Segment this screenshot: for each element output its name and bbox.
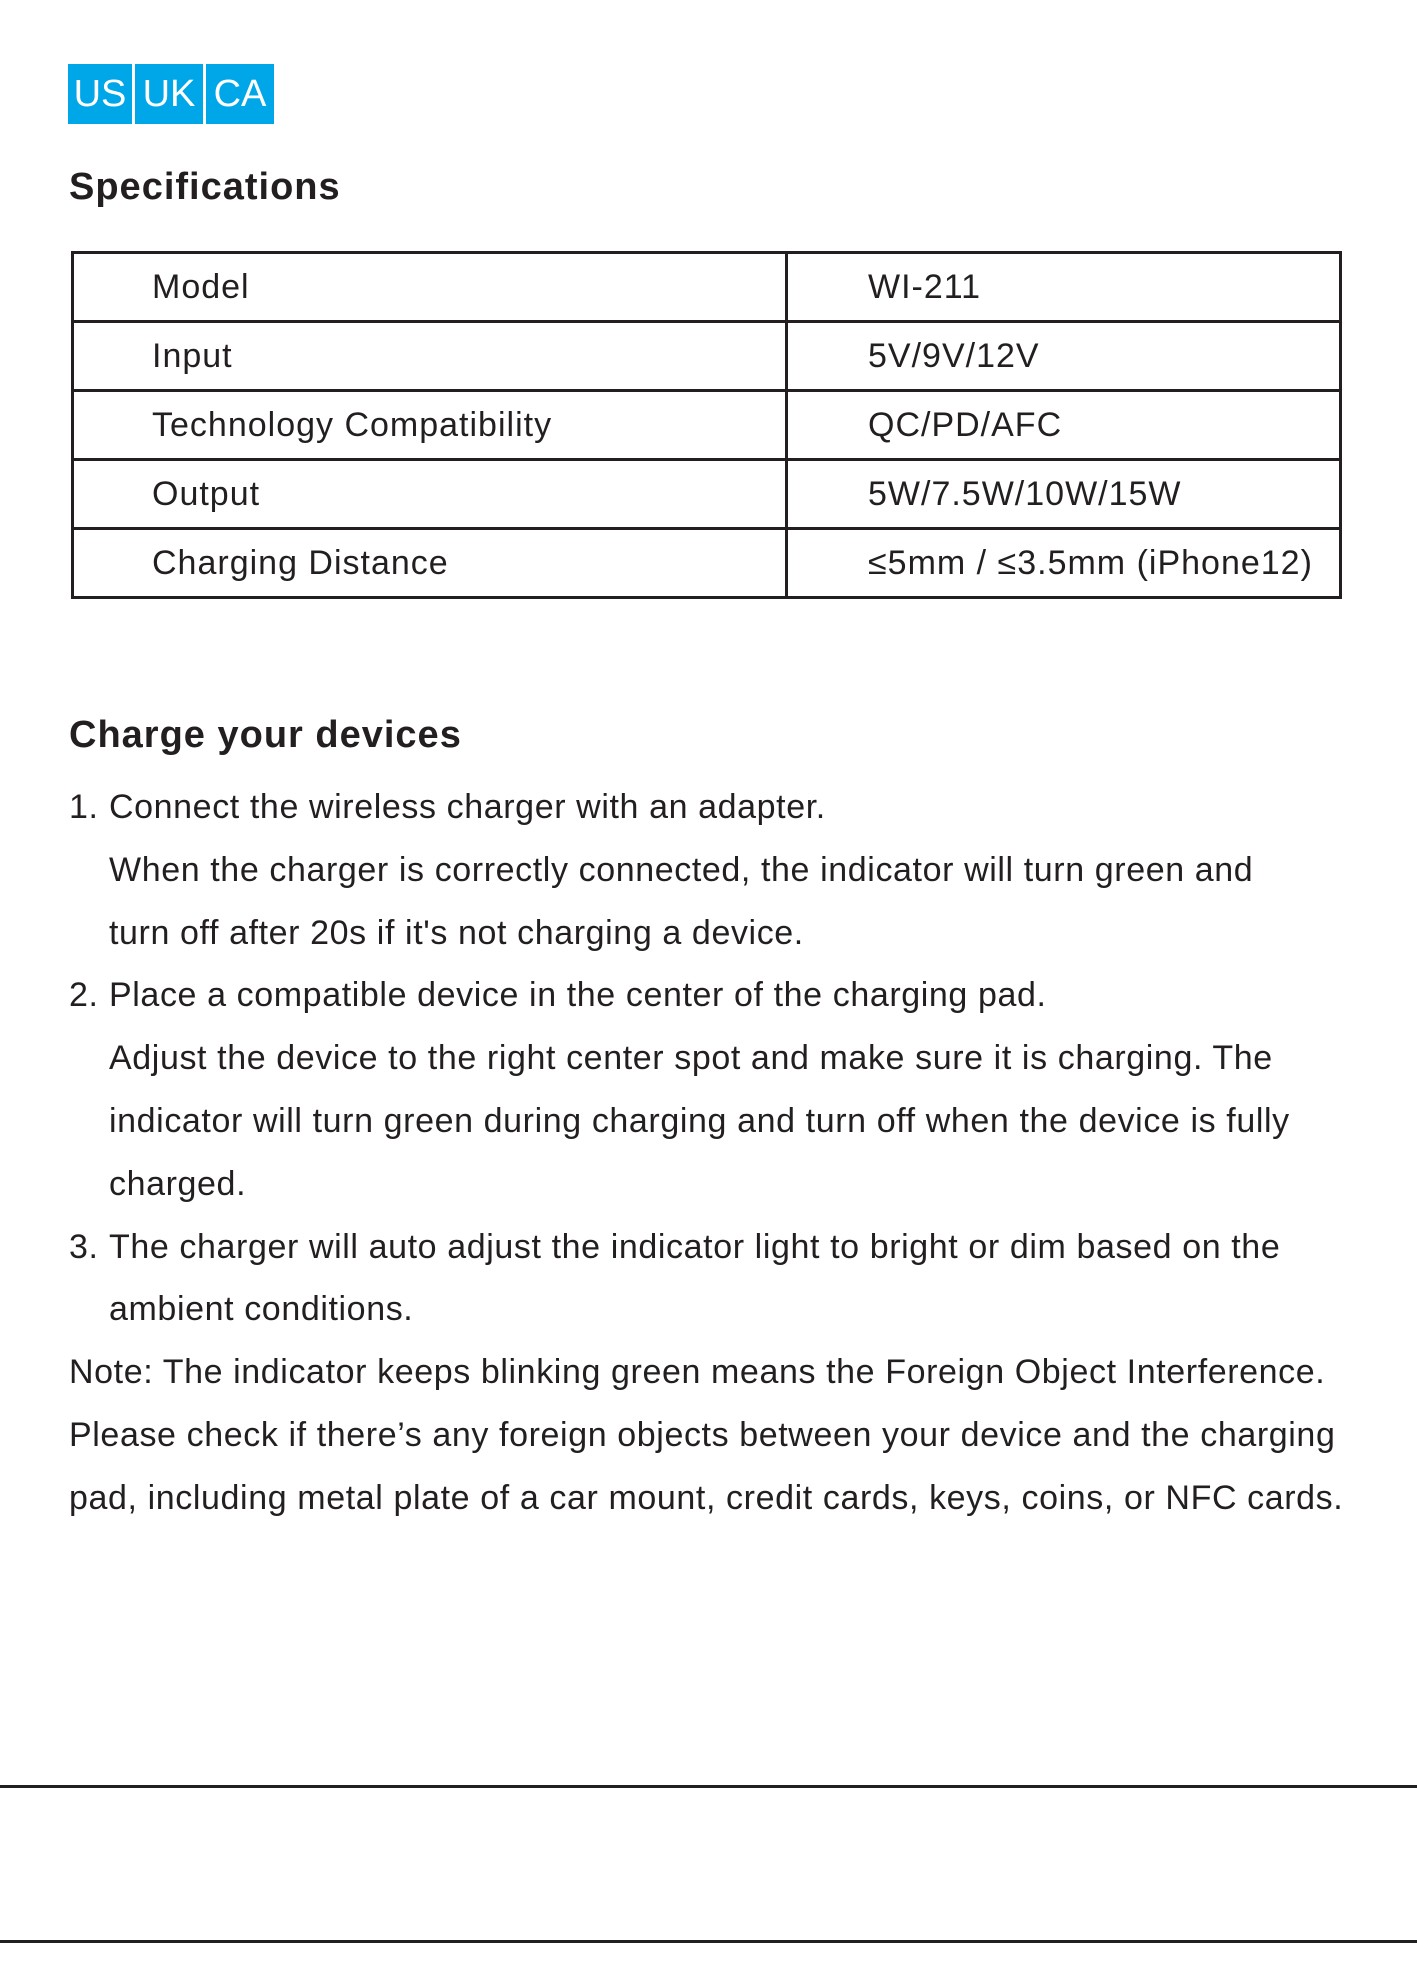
note-line-2: Please check if there’s any foreign objects between your device and the charging: [69, 1415, 1336, 1454]
region-tab-uk[interactable]: UK: [135, 64, 203, 124]
spec-label-charging-distance: Charging Distance: [73, 529, 787, 598]
region-tab-us[interactable]: US: [68, 64, 132, 124]
step-3-title-line: [69, 1216, 1359, 1279]
specifications-heading: Specifications: [69, 166, 341, 208]
step-2-number: 2.: [69, 976, 99, 1015]
step-2-detail-line-1: Adjust the device to the right center spot and make sure it is charging. The: [109, 1039, 1273, 1078]
step-3-detail-line-1: ambient conditions.: [109, 1290, 414, 1329]
step-1-number: 1.: [69, 788, 99, 826]
step-3-title: The charger will auto adjust the indicator light to bright or dim based on the: [109, 1227, 1281, 1266]
spec-label-input: Input: [73, 322, 787, 391]
table-row: [73, 391, 1341, 460]
step-2-title-line: [69, 964, 1359, 1027]
step-2-detail-line-3: charged.: [109, 1164, 247, 1203]
step-2: [69, 964, 1359, 1215]
note-line-3: pad, including metal plate of a car mount, credit cards, keys, coins, or NFC cards.: [69, 1478, 1344, 1517]
divider: [0, 1785, 1417, 1788]
step-1: [69, 776, 1359, 964]
spec-value-model: WI-211: [787, 253, 1341, 322]
spec-value-charging-distance: ≤5mm / ≤3.5mm (iPhone12): [787, 529, 1341, 598]
step-3-number: 3.: [69, 1227, 99, 1266]
table-row: [73, 460, 1341, 529]
spec-value-input: 5V/9V/12V: [787, 322, 1341, 391]
step-1-title-line: [69, 776, 1359, 839]
charge-heading: Charge your devices: [69, 714, 462, 756]
step-1-title: Connect the wireless charger with an adapter.: [109, 788, 826, 826]
spec-value-output: 5W/7.5W/10W/15W: [787, 460, 1341, 529]
step-3: [69, 1216, 1359, 1342]
region-tab-ca[interactable]: CA: [206, 64, 274, 124]
charge-instructions: [69, 776, 1359, 1530]
divider: [0, 1940, 1417, 1943]
note-line-1: Note: The indicator keeps blinking green means the Foreign Object Interference.: [69, 1353, 1326, 1392]
table-row: [73, 322, 1341, 391]
specifications-table: [71, 251, 1342, 599]
step-2-title: Place a compatible device in the center of the charging pad.: [109, 976, 1047, 1015]
table-row: [73, 253, 1341, 322]
step-1-detail-line-2: turn off after 20s if it's not charging a device.: [109, 913, 804, 952]
note: [69, 1341, 1359, 1529]
spec-value-technology-compatibility: QC/PD/AFC: [787, 391, 1341, 460]
region-tabs: [68, 64, 274, 124]
spec-label-model: Model: [73, 253, 787, 322]
step-2-detail-line-2: indicator will turn green during charging and turn off when the device is fully: [109, 1101, 1290, 1140]
spec-label-output: Output: [73, 460, 787, 529]
step-1-detail-line-1: When the charger is correctly connected, the indicator will turn green and: [109, 850, 1254, 889]
spec-label-technology-compatibility: Technology Compatibility: [73, 391, 787, 460]
table-row: [73, 529, 1341, 598]
